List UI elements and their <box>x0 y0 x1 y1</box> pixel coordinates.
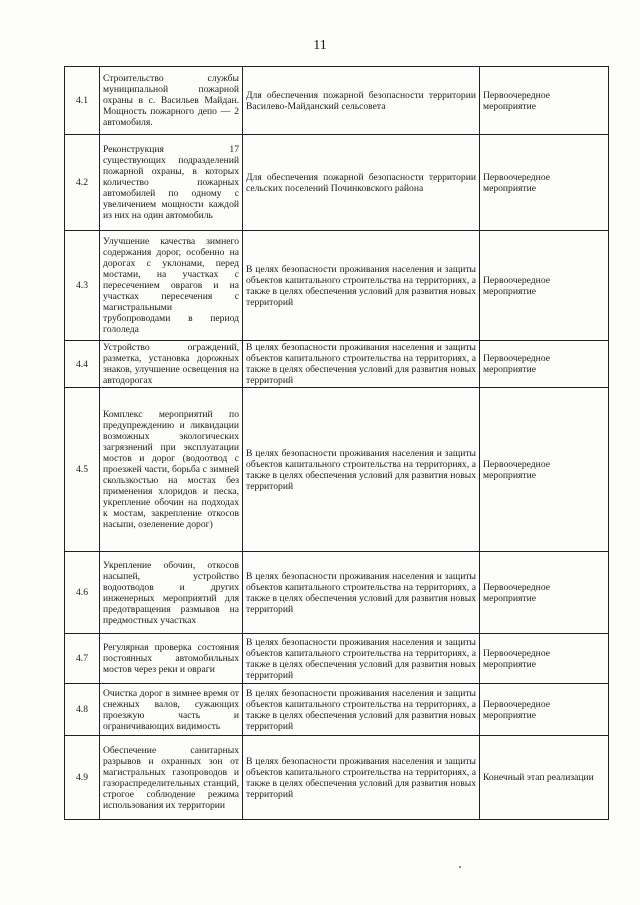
measure-description: Реконструкция 17 существующих подразделений пожарной охраны, в которых количество пожарных автомобилей по одному с увеличением мощности каждой из них на один автомобиль <box>100 135 243 231</box>
row-number: 4.5 <box>65 388 100 552</box>
table-row <box>65 388 609 552</box>
measure-purpose: В целях безопасности проживания населения и защиты объектов капитального строительства на территориях, а также в целях обеспечения условий для развития новых территорий <box>243 552 480 634</box>
measure-purpose: Для обеспечения пожарной безопасности территории сельских поселений Починковского района <box>243 135 480 231</box>
measure-description: Обеспечение санитарных разрывов и охранных зон от магистральных газопроводов и газораспределительных станций, строгое соблюдение режима использования их территории <box>100 736 243 820</box>
measure-status: Первоочередное мероприятие <box>480 552 609 634</box>
table-row <box>65 634 609 684</box>
row-number: 4.1 <box>65 67 100 135</box>
measure-description: Устройство ограждений, разметка, установка дорожных знаков, улучшение освещения на автодорогах <box>100 341 243 388</box>
row-number: 4.7 <box>65 634 100 684</box>
measure-purpose: В целях безопасности проживания населения и защиты объектов капитального строительства на территориях, а также в целях обеспечения условий для развития новых территорий <box>243 736 480 820</box>
table-row <box>65 684 609 736</box>
measure-description: Укрепление обочин, откосов насыпей, устройство водоотводов и других инженерных мероприятий для предотвращения размывов на предмостных участках <box>100 552 243 634</box>
measure-status: Первоочередное мероприятие <box>480 67 609 135</box>
measure-status: Первоочередное мероприятие <box>480 634 609 684</box>
measure-status: Первоочередное мероприятие <box>480 388 609 552</box>
table-row <box>65 67 609 135</box>
measure-purpose: В целях безопасности проживания населения и защиты объектов капитального строительства на территориях, а также в целях обеспечения условий для развития новых территорий <box>243 684 480 736</box>
row-number: 4.2 <box>65 135 100 231</box>
page-number: 11 <box>313 38 327 53</box>
measure-purpose: В целях безопасности проживания населения и защиты объектов капитального строительства на территориях, а также в целях обеспечения условий для развития новых территорий <box>243 231 480 341</box>
table-row <box>65 736 609 820</box>
measure-status: Конечный этап реализации <box>480 736 609 820</box>
measure-description: Комплекс мероприятий по предупреждению и ликвидации возможных экологических загрязнений при эксплуатации мостов и дорог (водоотвод с проезжей части, борьба с зимней скользкостью на мостах без применения хлоридов и песка, укрепление обочин на подходах к мостам, закрепление откосов насыпи, озеленение дорог) <box>100 388 243 552</box>
measure-description: Строительство службы муниципальной пожарной охраны в с. Васильев Майдан. Мощность пожарного депо — 2 автомобиля. <box>100 67 243 135</box>
table-row <box>65 231 609 341</box>
measure-status: Первоочередное мероприятие <box>480 684 609 736</box>
row-number: 4.3 <box>65 231 100 341</box>
measure-purpose: В целях безопасности проживания населения и защиты объектов капитального строительства на территориях, а также в целях обеспечения условий для развития новых территорий <box>243 388 480 552</box>
measure-status: Первоочередное мероприятие <box>480 231 609 341</box>
measure-purpose: Для обеспечения пожарной безопасности территории Василево-Майданский сельсовета <box>243 67 480 135</box>
measure-description: Улучшение качества зимнего содержания дорог, особенно на дорогах с уклонами, перед мостами, на участках с пересечением оврагов и на участках пересечения с магистральными трубопроводами в период гололеда <box>100 231 243 341</box>
measure-description: Регулярная проверка состояния постоянных автомобильных мостов через реки и овраги <box>100 634 243 684</box>
row-number: 4.8 <box>65 684 100 736</box>
measure-purpose: В целях безопасности проживания населения и защиты объектов капитального строительства на территориях, а также в целях обеспечения условий для развития новых территорий <box>243 634 480 684</box>
row-number: 4.6 <box>65 552 100 634</box>
measure-status: Первоочередное мероприятие <box>480 135 609 231</box>
measures-table <box>64 66 609 820</box>
measure-purpose: В целях безопасности проживания населения и защиты объектов капитального строительства на территориях, а также в целях обеспечения условий для развития новых территорий <box>243 341 480 388</box>
measure-description: Очистка дорог в зимнее время от снежных валов, сужающих проезжую часть и ограничивающих видимость <box>100 684 243 736</box>
measure-status: Первоочередное мероприятие <box>480 341 609 388</box>
scan-speck <box>459 866 461 868</box>
row-number: 4.9 <box>65 736 100 820</box>
table-row <box>65 552 609 634</box>
table-row <box>65 135 609 231</box>
row-number: 4.4 <box>65 341 100 388</box>
table-row <box>65 341 609 388</box>
